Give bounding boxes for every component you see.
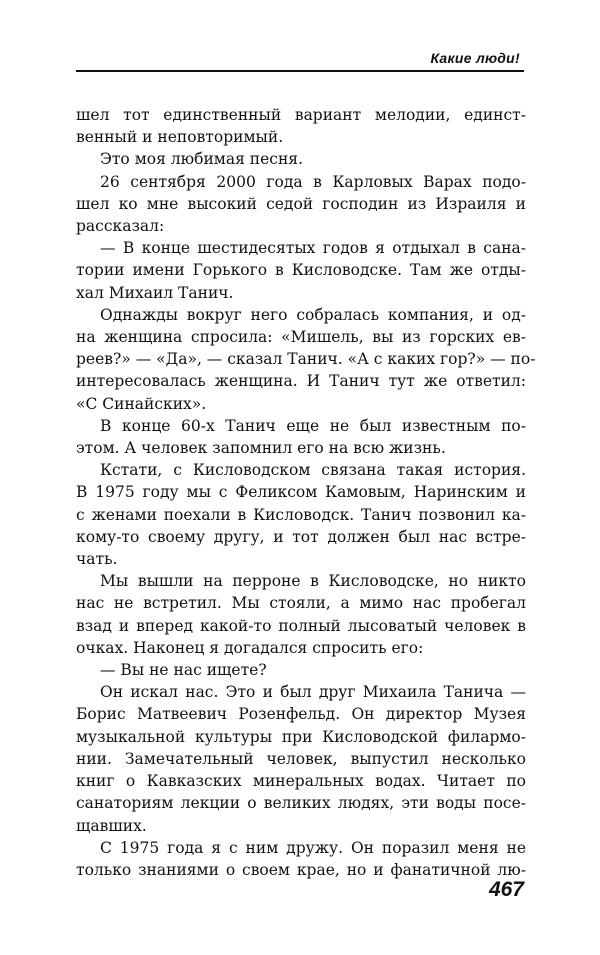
text-line: интересовалась женщина. И Танич тут же ответил: (76, 372, 526, 391)
page-number: 467 (488, 878, 524, 901)
text-line: санаториям лекции о великих людях, эти воды посе- (76, 794, 526, 813)
text-line: музыкальной культуры при Кисловодской филармо- (76, 727, 526, 746)
body-text (76, 104, 536, 881)
text-line: щавших. (76, 816, 147, 835)
text-line: нии. Замечательный человек, выпустил несколько (76, 749, 526, 768)
header-rule (76, 70, 524, 72)
text-line: венный и неповторимый. (76, 128, 284, 147)
text-line: 26 сентября 2000 года в Карловых Варах подо- (100, 172, 526, 191)
text-line: взад и вперед какой-то полный лысоватый человек в (76, 616, 526, 635)
text-line: С 1975 года я с ним дружу. Он поразил меня не (100, 838, 526, 857)
text-line: кому-то своему другу, и тот должен был нас встре- (76, 527, 526, 546)
text-line: В конце 60-х Танич еще не был известным по- (100, 416, 526, 435)
text-line: очках. Наконец я догадался спросить его: (76, 638, 424, 657)
text-line: чать. (76, 550, 118, 569)
text-line: «С Синайских». (76, 394, 207, 413)
text-line: Однажды вокруг него собралась компания, и од- (100, 305, 526, 324)
text-line: Мы вышли на перроне в Кисловодске, но никто (100, 572, 526, 591)
text-line: Кстати, с Кисловодском связана такая история. (100, 461, 526, 480)
text-line: с женами поехали в Кисловодск. Танич позвонил ка- (76, 505, 526, 524)
text-line: на женщина спросила: «Мишель, вы из горских ев- (76, 328, 526, 347)
text-line: нас не встретил. Мы стояли, а мимо нас пробегал (76, 594, 526, 613)
text-line: шел ко мне высокий седой господин из Израиля и (76, 194, 526, 213)
text-line: шел тот единственный вариант мелодии, единст- (76, 106, 526, 124)
text-line: хал Михаил Танич. (76, 283, 234, 302)
text-line: Он искал нас. Это и был друг Михаила Танича — (100, 683, 526, 702)
text-line: этом. А человек запомнил его на всю жизнь. (76, 439, 446, 458)
running-head-title: Какие люди! (430, 50, 520, 66)
text-line: книг о Кавказских минеральных водах. Читает по (76, 772, 526, 791)
text-line: Это моя любимая песня. (100, 150, 304, 169)
text-line: тории имени Горького в Кисловодске. Там же отды- (76, 261, 526, 280)
text-line: реев?» — «Да», — сказал Танич. «А с каких гор?» — по- (76, 350, 536, 369)
text-line: — В конце шестидесятых годов я отдыхал в сана- (100, 239, 526, 258)
text-line: только знаниями о своем крае, но и фанатичной лю- (76, 860, 526, 879)
text-line: Борис Матвеевич Розенфельд. Он директор Музея (76, 705, 526, 724)
text-line: — Вы не нас ищете? (100, 661, 267, 680)
text-line: В 1975 году мы с Феликсом Камовым, Наринским и (76, 483, 526, 502)
text-line: рассказал: (76, 217, 165, 236)
